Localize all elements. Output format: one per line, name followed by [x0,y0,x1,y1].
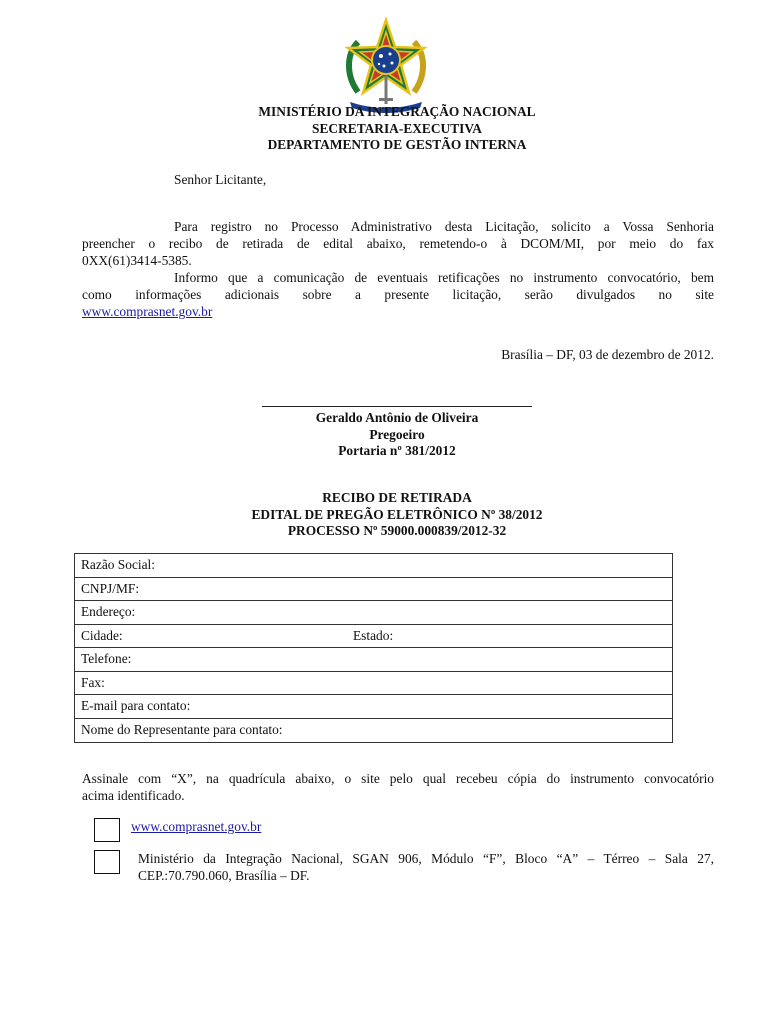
field-cidade-estado[interactable] [75,625,672,649]
field-label-estado: Estado: [353,627,394,643]
option-line: Ministério da Integração Nacional, SGAN 906, Módulo “F”, Bloco “A” – Térreo – Sala 27, [138,851,714,866]
ministry-name: MINISTÉRIO DA INTEGRAÇÃO NACIONAL [258,104,536,119]
field-label: Nome do Representante para contato: [81,721,283,737]
paragraph-line: 0XX(61)3414-5385. [82,253,192,268]
option-line: CEP.:70.790.060, Brasília – DF. [138,868,310,883]
signer-role: Pregoeiro [369,426,425,442]
option-comprasnet-link[interactable]: www.comprasnet.gov.br [131,819,262,834]
paragraph-line: Informo que a comunicação de eventuais retificações no instrumento convocatório, bem [174,270,714,285]
field-label: Endereço: [81,604,136,619]
letter-body [82,218,714,320]
field-label: CNPJ/MF: [81,580,140,596]
paragraph-line: Para registro no Processo Administrativo desta Licitação, solicito a Vossa Senhoria [174,219,714,234]
receipt-title [80,490,714,540]
signer-name: Geraldo Antônio de Oliveira [315,410,479,425]
option-ministerio [138,850,714,884]
instruction-line: Assinale com “X”, na quadrícula abaixo, o site pelo qual recebeu cópia do instrumento convocatório [82,771,714,786]
field-label: E-mail para contato: [81,698,191,713]
signature-line [262,406,532,407]
greeting: Senhor Licitante, [174,172,267,187]
instruction-text [82,770,714,804]
department-name: DEPARTAMENTO DE GESTÃO INTERNA [267,137,527,152]
instruction-line: acima identificado. [82,788,185,803]
field-label: Cidade: [81,627,123,643]
field-label: Razão Social: [81,557,155,572]
receipt-title-line: EDITAL DE PREGÃO ELETRÔNICO Nº 38/2012 [251,506,543,522]
field-razao-social[interactable] [75,554,672,578]
field-email[interactable] [75,695,672,719]
field-telefone[interactable] [75,648,672,672]
field-representante[interactable] [75,719,672,743]
document-header [80,104,714,154]
checkbox-ministerio[interactable] [94,850,120,874]
comprasnet-link[interactable]: www.comprasnet.gov.br [82,304,213,319]
signer-portaria: Portaria nº 381/2012 [338,443,456,458]
field-fax[interactable] [75,672,672,696]
paragraph-line: preencher o recibo de retirada de edital abaixo, remetendo-o à DCOM/MI, por meio do fax [82,236,714,251]
field-label: Telefone: [81,651,132,666]
field-label: Fax: [81,674,105,690]
receipt-title-line: PROCESSO Nº 59000.000839/2012-32 [287,523,507,538]
receipt-title-line: RECIBO DE RETIRADA [322,490,472,505]
field-endereco[interactable] [75,601,672,625]
receipt-form [74,553,673,743]
secretariat-name: SECRETARIA-EXECUTIVA [312,120,482,136]
letter-date: Brasília – DF, 03 de dezembro de 2012. [501,347,714,362]
signature-block [200,410,594,460]
field-cnpj[interactable] [75,578,672,602]
brazil-coat-of-arms-icon [336,14,436,114]
checkbox-comprasnet[interactable] [94,818,120,842]
paragraph-line: como informações adicionais sobre a presente licitação, serão divulgados no site [82,287,714,302]
